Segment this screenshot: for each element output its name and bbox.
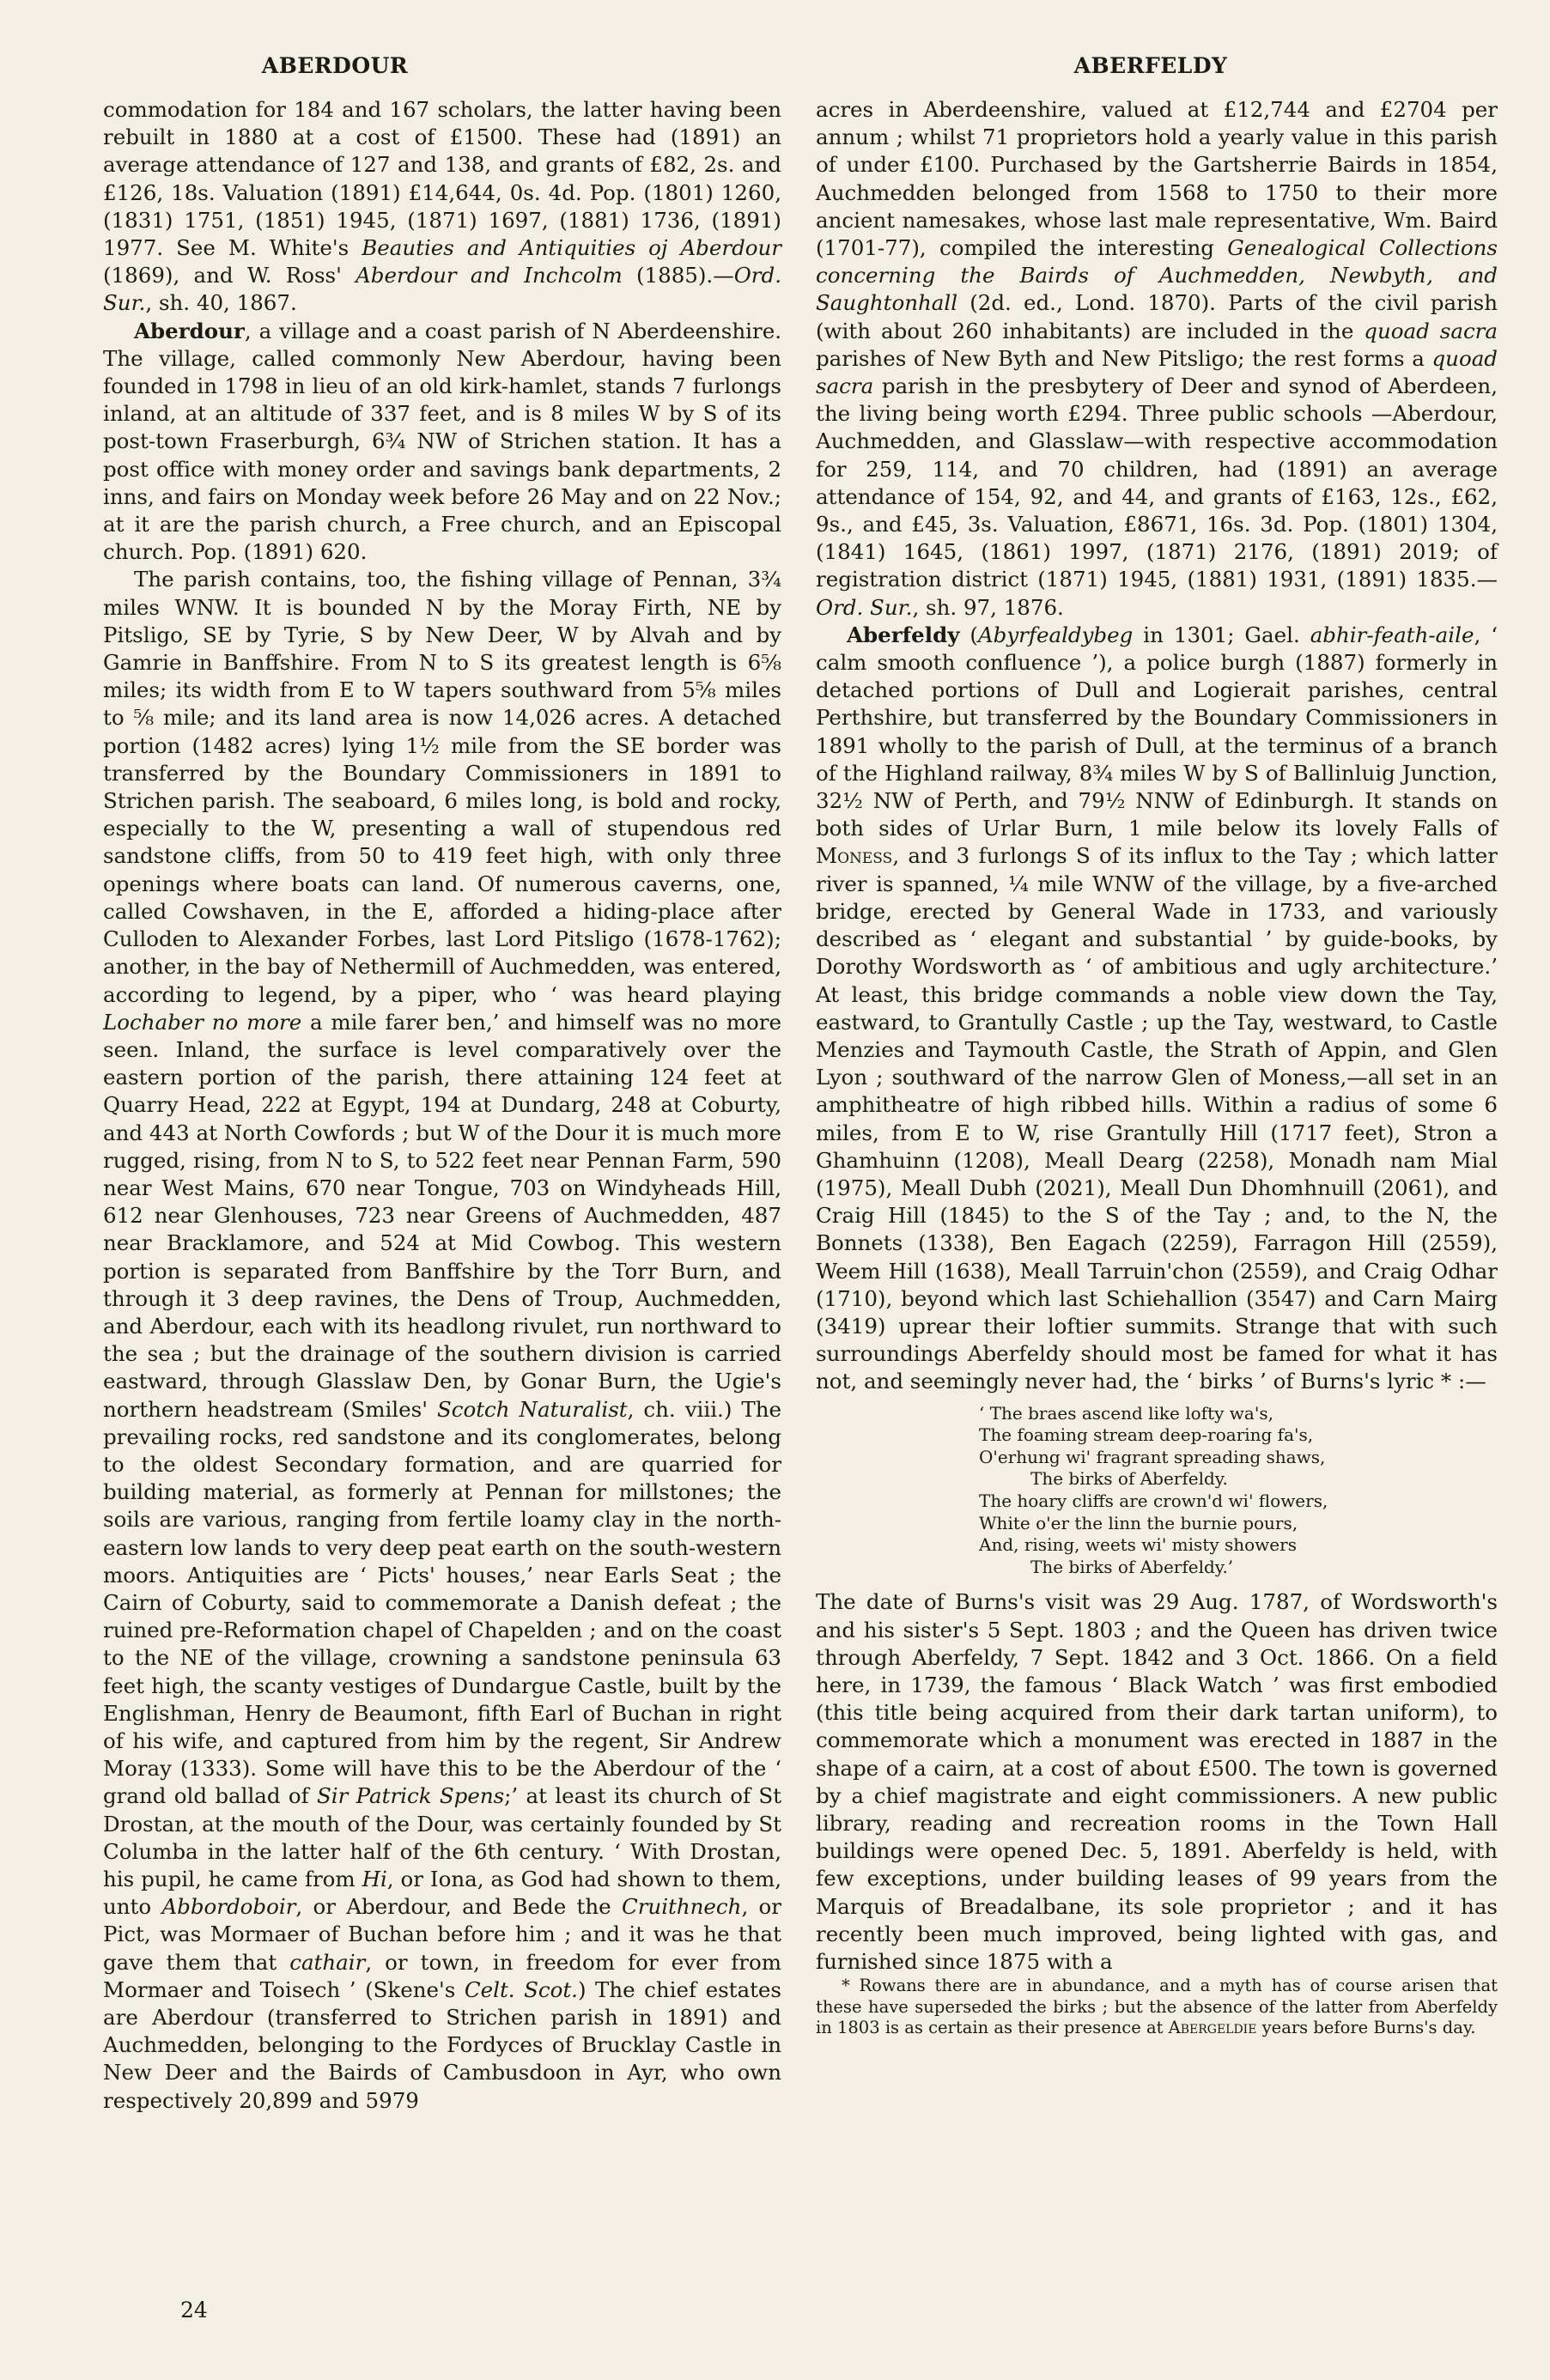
paragraph	[103, 566, 781, 2114]
text-run: commodation for 184 and 167 scholars, the latter having been rebuilt in 1880 at a cost of £1500. These had (1891) an average attendance of 127 and 138, and grants of £82, 2s. and £126, 18s. Valuation (1891) £14,644, 0s. 4d. Pop. (1801) 1260, (1831) 1751, (1851) 1945, (1871) 1697, (1881) 1736, (1891) 1977. See M. White's	[103, 97, 781, 261]
poem-line: ‘ The braes ascend like lofty wa's,	[979, 1402, 1273, 1424]
text-run: quoad sacra	[816, 345, 1498, 399]
text-run: Hi	[362, 1867, 387, 1891]
text-run: , or Iona, as God had shown to them, unto	[103, 1867, 781, 1920]
text-run: years before Burns's day.	[1256, 2018, 1476, 2038]
text-run: Aberdour	[134, 318, 245, 343]
text-run: Genealogical Collections concerning the Bairds of Auchmedden, Newbyth, and Saughtonhall	[816, 235, 1498, 316]
poem-line: O'erhung wi' fragrant spreading shaws,	[979, 1446, 1326, 1467]
paragraph	[816, 622, 1498, 1396]
text-run: , or town, in freedom for ever from Mormaer and Toisech ’ (Skene's	[103, 1949, 781, 2002]
text-run: Aberdour and Inchcolm	[356, 263, 623, 288]
right-column-text-upper	[816, 96, 1498, 1396]
text-run: Scotch Naturalist	[436, 1396, 628, 1422]
text-run: , ‘ calm smooth confluence ’), a police burgh (1887) formerly in detached portions of Dull and Logierait parishes, central Perthshire, but transferred by the Boundary Commissioners in 1891 wholly to the parish of Dull, at the terminus of a branch of the Highland railway, 8¾ miles W by S of Ballinluig Junction, 32½ NW of Perth, and 79½ NNW of Edinburgh. It stands on both sides of Urlar Burn, 1 mile below its lovely Falls of	[816, 622, 1498, 841]
text-run: Moness	[816, 843, 893, 869]
right-running-head: ABERFELDY	[1073, 53, 1228, 78]
left-column-text	[103, 96, 781, 2115]
poem-line: The birks of Aberfeldy.’	[1030, 1556, 1234, 1577]
poem-line: White o'er the linn the burnie pours,	[979, 1512, 1298, 1533]
text-run: * Rowans there are in abundance, and a myth has of course arisen that these have superseded the birks ; but the absence of the latter from Aberfeldy in 1803 is as certain as their presence at	[816, 1976, 1498, 2038]
text-run: parish in the presbytery of Deer and synod of Aberdeen, the living being worth £294. Three public schools —Aberdour, Auchmedden, and Glasslaw—with respective accommodation for 259, 114, and 70 children, had (1891) an average attendance of 154, 92, and 44, and grants of £163, 12s., £62, 9s., and £45, 3s. Valuation, £8671, 16s. 3d. Pop. (1801) 1304, (1841) 1645, (1861) 1997, (1871) 2176, (1891) 2019; of registration district (1871) 1945, (1881) 1931, (1891) 1835.—	[816, 373, 1498, 592]
text-run: Aberfeldy	[847, 622, 960, 647]
paragraph	[816, 1588, 1498, 1976]
paragraph	[103, 96, 781, 318]
text-run: , or Aberdour, and Bede the	[295, 1894, 622, 1920]
text-run: a mile farer ben,’ and himself was no more seen. Inland, the surface is level comparatively over the eastern portion of the parish, there attaining 124 feet at Quarry Head, 222 at Egypt, 194 at Dundarg, 248 at Coburty, and 443 at North Cowfords ; but W of the Dour it is much more rugged, rising, from N to S, to 522 feet near Pennan Farm, 590 near West Mains, 670 near Tongue, 703 on Windyheads Hill, 612 near Glenhouses, 723 near Greens of Auchmedden, 487 near Bracklamore, and 524 at Mid Cowbog. This western portion is separated from Banffshire by the Torr Burn, and through it 3 deep ravines, the Dens of Troup, Auchmedden, and Aberdour, each with its headlong rivulet, run northward to the sea ; but the drainage of the southern division is carried eastward, through Glasslaw Den, by Gonar Burn, the Ugie's northern headstream (Smiles'	[103, 1009, 781, 1422]
text-run: (	[959, 622, 978, 647]
text-run: ) The chief estates are Aberdour (transferred to Strichen parish in 1891) and Auchmedden, belonging to the Fordyces of Brucklay Castle in New Deer and the Bairds of Cambusdoon in Ayr, who own respectively 20,899 and 5979	[103, 1976, 782, 2113]
poem-quotation	[979, 1403, 1498, 1579]
text-run: , and 3 furlongs S of its influx to the Tay ; which latter river is spanned, ¼ mile WNW of the village, by a five-arched bridge, erected by General Wade in 1733, and variously described as ‘ elegant and substantial ’ by guide-books, by Dorothy Wordsworth as ‘ of ambitious and ugly architecture.’ At least, this bridge commands a noble view down the Tay, eastward, to Grantully Castle ; up the Tay, westward, to Castle Menzies and Taymouth Castle, the Strath of Appin, and Glen Lyon ; southward of the narrow Glen of Moness,—all set in an amphitheatre of high ribbed hills. Within a radius of some 6 miles, from E to W, rise Grantully Hill (1717 feet), Stron a Ghamhuinn (1208), Meall Dearg (2258), Monadh nam Mial (1975), Meall Dubh (2021), Meall Dun Dhomhnuill (2061), and Craig Hill (1845) to the S of the Tay ; and, to the N, the Bonnets (1338), Ben Eagach (2259), Farragon Hill (2559), Weem Hill (1638), Meall Tarruin'chon (2559), and Craig Odhar (1710), beyond which last Schiehallion (3547) and Carn Mairg (3419) uprear their loftier summits. Strange that with such surroundings Aberfeldy should most be famed for what it has not, and seemingly never had, the ‘ birks ’ of Burns's lyric * :—	[816, 843, 1498, 1394]
text-run: , a village and a coast parish of N Aberdeenshire. The village, called commonly New Aberdour, having been founded in 1798 in lieu of an old kirk-hamlet, stands 7 furlongs inland, at an altitude of 337 feet, and is 8 miles W by S of its post-town Fraserburgh, 6¾ NW of Strichen station. It has a post office with money order and savings bank departments, 2 inns, and fairs on Monday week before 26 May and on 22 Nov.; at it are the parish church, a Free church, and an Episcopal church. Pop. (1891) 620.	[103, 318, 781, 565]
text-run: Abbordoboir	[161, 1894, 296, 1920]
page-number: 24	[180, 2298, 208, 2322]
text-run: Cruithnech	[621, 1894, 742, 1920]
text-run: cathair	[289, 1949, 366, 1975]
footnote	[816, 1976, 1498, 2039]
text-run: Celt. Scot.	[464, 1976, 578, 2002]
left-running-head: ABERDOUR	[261, 53, 409, 78]
text-run: acres in Aberdeenshire, valued at £12,744 and £2704 per annum ; whilst 71 proprietors hold a yearly value in this parish of under £100. Purchased by the Gartsherrie Bairds in 1854, Auchmedden belonged from 1568 to 1750 to their more ancient namesakes, whose last male representative, Wm. Baird (1701-77), compiled the interesting	[816, 97, 1498, 261]
text-run: (1869), and W. Ross'	[103, 263, 356, 288]
text-run: quoad sacra	[1364, 318, 1498, 343]
text-run: , sh. 40, 1867.	[145, 290, 297, 316]
text-run: Abyrfealdybeg	[977, 622, 1134, 647]
poem-line: The birks of Aberfeldy.	[1030, 1468, 1228, 1490]
text-run: (2d. ed., Lond. 1870). Parts of the civil parish (with about 260 inhabitants) are included in the	[816, 290, 1498, 343]
right-column-text-lower	[816, 1588, 1498, 1976]
text-run: , sh. 97, 1876.	[912, 594, 1064, 620]
text-run: , or Pict, was Mormaer of Buchan before him ; and it was he that gave them that	[103, 1894, 781, 1975]
text-run: parishes of New Byth and New Pitsligo; the rest forms a	[816, 345, 1432, 371]
text-run: Abergeldie	[1168, 2018, 1257, 2038]
poem-line: The hoary cliffs are crown'd wi' flowers,	[979, 1490, 1328, 1511]
text-run: The date of Burns's visit was 29 Aug. 1787, of Wordsworth's and his sister's 5 Sept. 1803 ; and the Queen has driven twice through Aberfeldy, 7 Sept. 1842 and 3 Oct. 1866. On a field here, in 1739, the famous ‘ Black Watch ’ was first embodied (this title being acquired from their dark tartan uniform), to commemorate which a monument was erected in 1887 in the shape of a cairn, at a cost of about £500. The town is governed by a chief magistrate and eight commissioners. A new public library, reading and recreation rooms in the Town Hall buildings were opened Dec. 5, 1891. Aberfeldy is held, with few exceptions, under building leases of 99 years from the Marquis of Breadalbane, its sole proprietor ; and it has recently been much improved, being lighted with gas, and furnished since 1875 with a	[816, 1589, 1498, 1974]
poem-line: And, rising, weets wi' misty showers	[979, 1534, 1297, 1556]
text-run: Lochaber no more	[103, 1009, 302, 1035]
text-run: in 1301; Gael.	[1133, 622, 1310, 647]
poem-line: The foaming stream deep-roaring fa's,	[979, 1424, 1314, 1446]
text-run: , ch. viii.) The prevailing rocks, red sandstone and its conglomerates, belong to the oldest Secondary formation, and are quarried for building material, as formerly at Pennan for millstones; the soils are various, ranging from fertile loamy clay in the north-eastern low lands to very deep peat earth on the south-western moors. Antiquities are ‘ Picts' houses,’ near Earls Seat ; the Cairn of Coburty, said to commemorate a Danish defeat ; the ruined pre-Reformation chapel of Chapelden ; and on the coast to the NE of the village, crowning a sandstone peninsula 63 feet high, the scanty vestiges of Dundargue Castle, built by the Englishman, Henry de Beaumont, fifth Earl of Buchan in right of his wife, and captured from him by the regent, Sir Andrew Moray (1333). Some will have this to be the Aberdour of the ‘ grand old ballad of	[103, 1396, 782, 1809]
right-column	[816, 96, 1498, 2039]
paragraph	[816, 96, 1498, 622]
left-column	[103, 96, 781, 2115]
text-run: Ord. Sur.	[816, 594, 913, 620]
text-run: (1885).—	[622, 263, 734, 288]
paragraph	[103, 318, 781, 567]
text-run: abhir-feath-aile	[1310, 622, 1474, 647]
text-run: ;’ at least its church of St Drostan, at the mouth of the Dour, was certainly founded by St Columba in the latter half of the 6th century. ‘ With Drostan, his pupil, he came from	[103, 1783, 781, 1891]
text-run: The parish contains, too, the fishing village of Pennan, 3¾ miles WNW. It is bounded N by the Moray Firth, NE by Pitsligo, SE by Tyrie, S by New Deer, W by Alvah and by Gamrie in Banffshire. From N to S its greatest length is 6⅝ miles; its width from E to W tapers southward from 5⅝ miles to ⅝ mile; and its land area is now 14,026 acres. A detached portion (1482 acres) lying 1½ mile from the SE border was transferred by the Boundary Commissioners in 1891 to Strichen parish. The seaboard, 6 miles long, is bold and rocky, especially to the W, presenting a wall of stupendous red sandstone cliffs, from 50 to 419 feet high, with only three openings where boats can land. Of numerous caverns, one, called Cowshaven, in the E, afforded a hiding-place after Culloden to Alexander Forbes, last Lord Pitsligo (1678-1762); another, in the bay of Nethermill of Auchmedden, was entered, according to legend, by a piper, who ‘ was heard playing	[103, 567, 781, 1007]
text-run: Sir Patrick Spens	[316, 1783, 505, 1809]
text-run: Beauties and Antiquities oj Aberdour	[362, 235, 781, 261]
text-run: Ord. Sur.	[103, 263, 781, 316]
